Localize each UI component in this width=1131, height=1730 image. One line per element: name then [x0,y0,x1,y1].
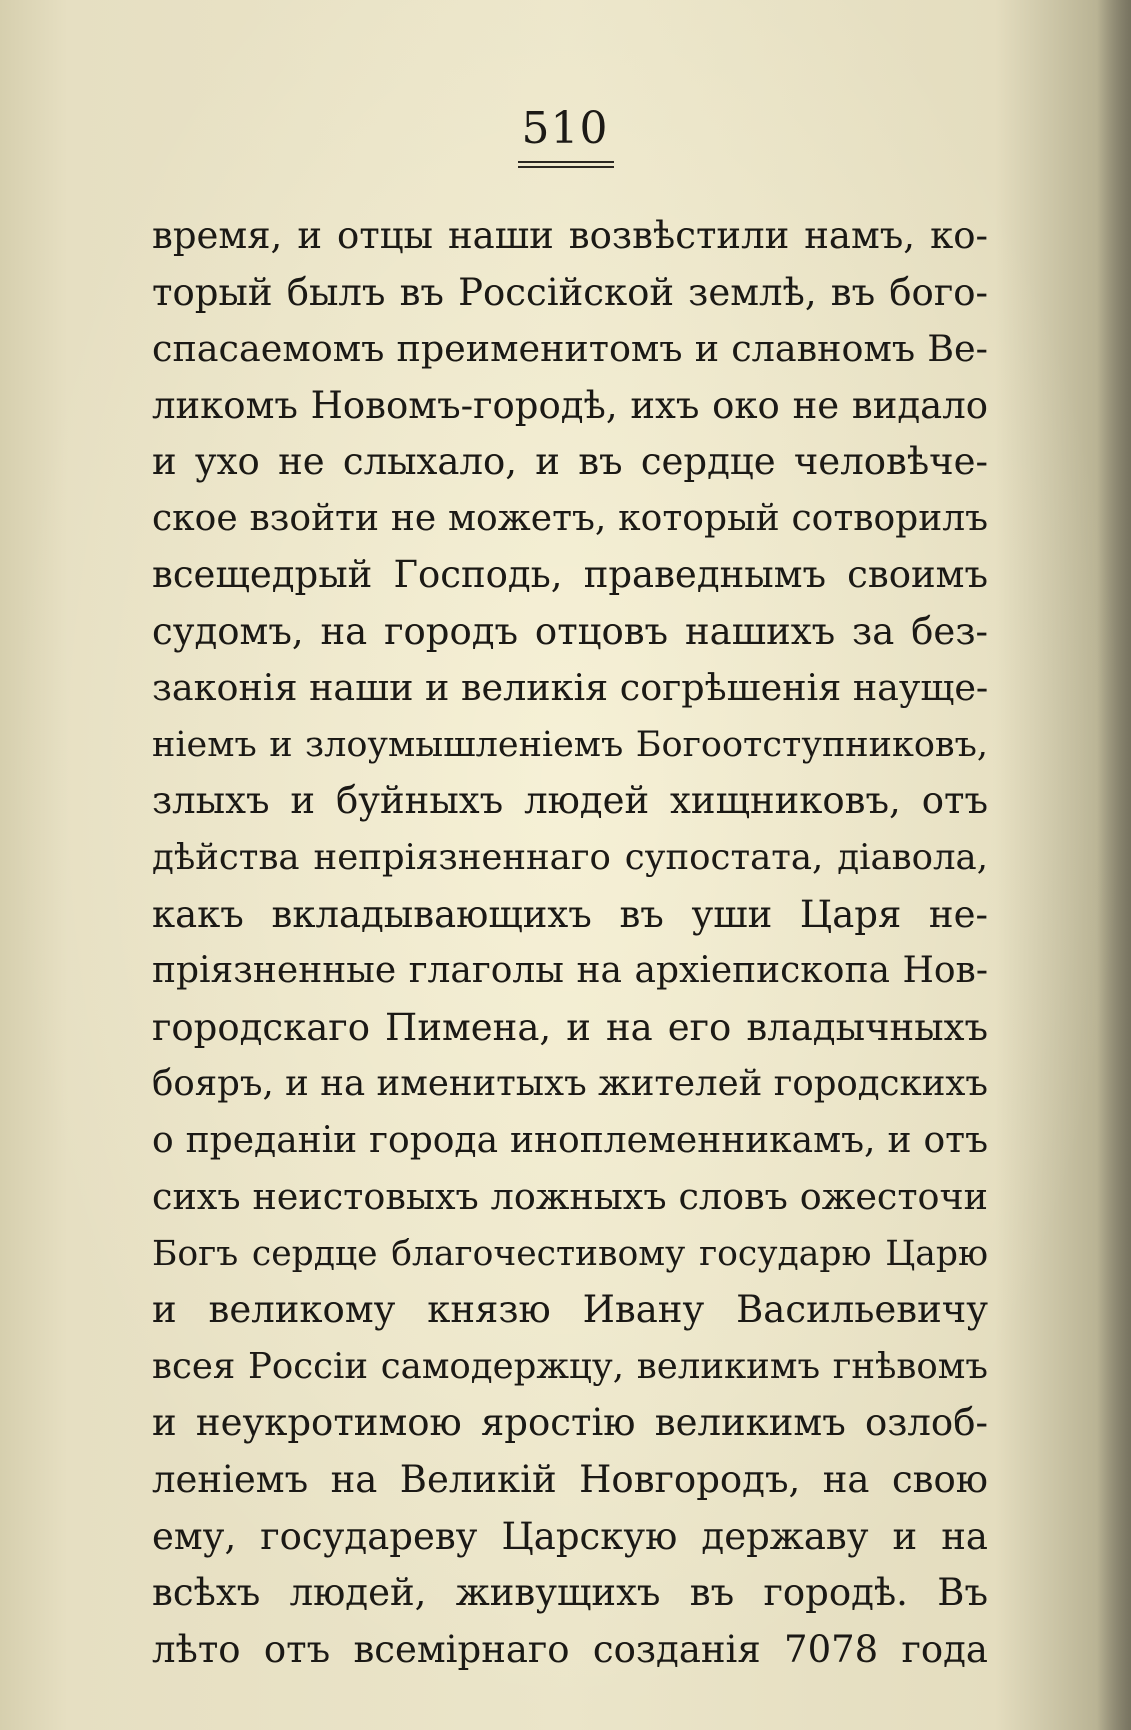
text-line: ему, государеву Царскую державу и на [152,1514,988,1558]
text-line: леніемъ на Великій Новгородъ, на свою [152,1458,988,1502]
header-double-rule [518,161,614,169]
text-line: городскаго Пимена, и на его владычныхъ [152,1005,988,1049]
text-line: и великому князю Ивану Васильевичу [152,1288,988,1332]
text-line: злыхъ и буйныхъ людей хищниковъ, отъ [152,779,988,823]
text-line: лѣто отъ всемірнаго созданія 7078 года [152,1627,988,1671]
text-line: время, и отцы наши возвѣстили намъ, ко- [152,214,988,257]
text-line: всея Россіи самодержцу, великимъ гнѣвомъ [152,1345,988,1387]
header-rule-line [518,166,614,168]
text-line: и ухо не слыхало, и въ сердце человѣче- [152,440,988,484]
text-line: всѣхъ людей, живущихъ въ городѣ. Въ [152,1571,988,1615]
body-text [152,208,988,1678]
text-line: какъ вкладывающихъ въ уши Царя не- [152,892,988,936]
text-line: торый былъ въ Россійской землѣ, въ бого- [152,270,988,314]
text-line: и неукротимою яростію великимъ озлоб- [152,1401,988,1445]
text-line: судомъ, на городъ отцовъ нашихъ за без- [152,609,988,653]
text-line: дѣйства непріязненнаго супостата, діавола, [152,837,988,879]
text-line: о преданіи города иноплеменникамъ, и отъ [152,1119,988,1161]
text-line: всещедрый Господь, праведнымъ своимъ [152,553,988,597]
page-number: 510 [521,103,609,154]
text-line: сихъ неистовыхъ ложныхъ словъ ожесточи [152,1175,988,1219]
text-line: законія наши и великія согрѣшенія науще- [152,666,988,710]
text-line: ликомъ Новомъ-городѣ, ихъ око не видало [152,383,988,427]
text-line: бояръ, и на именитыхъ жителей городскихъ [152,1063,988,1105]
text-line: спасаемомъ преименитомъ и славномъ Ве- [152,327,988,371]
text-line: пріязненные глаголы на архіепископа Нов- [152,950,988,992]
header-rule-line [518,161,614,163]
text-line: ское взойти не можетъ, который сотворилъ [152,497,988,539]
page-edge-shadow [1097,0,1131,1730]
text-line: ніемъ и злоумышленіемъ Богоотступниковъ, [152,724,988,765]
text-line: Богъ сердце благочестивому государю Царю [152,1233,988,1274]
